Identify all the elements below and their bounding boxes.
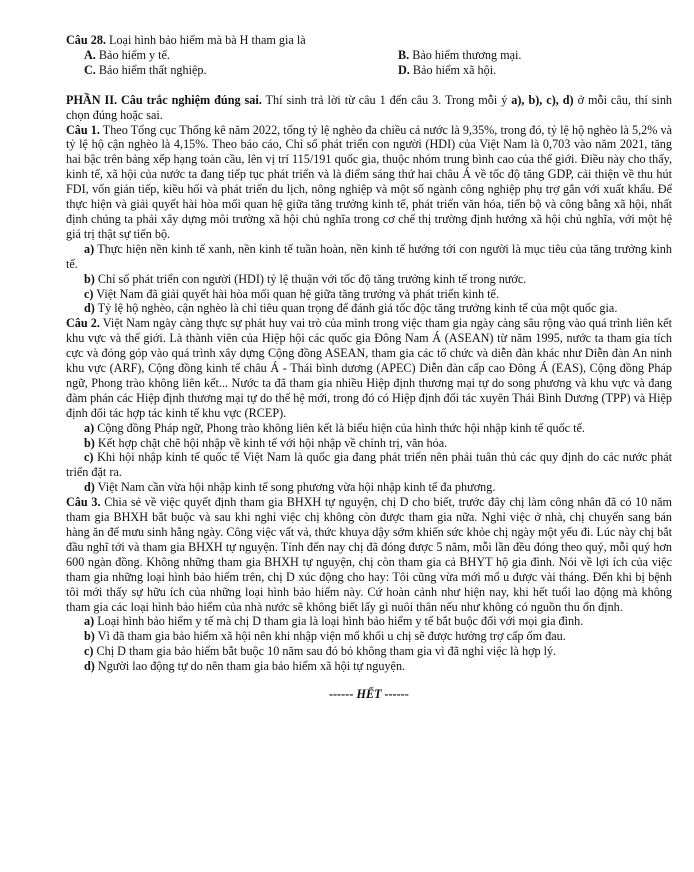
option-text: Bảo hiểm thương mại. <box>409 47 522 62</box>
statement-3b <box>66 629 672 644</box>
end-mark: ------ HẾT ------ <box>329 687 409 702</box>
statement-key: a) <box>84 614 95 629</box>
answer-options <box>84 48 672 78</box>
part-2-heading <box>66 93 672 123</box>
question-text: Theo Tổng cục Thống kê năm 2022, tổng tỷ lệ nghèo đa chiều cả nước là 9,35%, trong đó, tỷ lệ hộ nghèo là 5,2% và tỷ lệ hộ cận nghèo là 4,15%. Theo báo cáo, Chỉ số phát triển con người (HDI) của Việt Nam là 0,703 vào năm 2021, tăng hai bậc trên bảng xếp hạng toàn cầu, lên vị trí 115/191 quốc gia, thuộc nhóm trung bình cao của thế giới. Điều này cho thấy, kinh tế, xã hội của nước ta đang tiếp tục phát triển và là điểm sáng thứ hai châu Á về tốc độ tăng GDP, cải thiện về thu hút FDI, vốn gián tiếp, kiều hối và phát triển du lịch, nông nghiệp và một số ngành công nghiệp phụ trợ gắn với xuất khẩu. Để thực hiện và giải quyết hài hòa mối quan hệ giữa tăng trưởng kinh tế, phát triển văn hóa, tiến bộ và công bằng xã hội, nhất định chúng ta phải xây dựng môi trường xã hội chủ nghĩa trong cơ chế thị trường định hướng xã hội chủ nghĩa, với một hệ giá trị thật sự tiến bộ. <box>66 122 672 241</box>
option-key: B. <box>398 47 410 62</box>
option-b <box>398 48 672 63</box>
statement-1b <box>66 272 672 287</box>
question-3 <box>66 495 672 614</box>
section-instructions: Thí sinh trả lời từ câu 1 đến câu 3. Trong mỗi ý <box>261 92 512 107</box>
question-text: Loại hình bảo hiểm mà bà H tham gia là <box>105 33 306 47</box>
section-instructions-end: ở mỗi câu, thí sinh chọn đúng hoặc sai. <box>66 92 673 122</box>
option-key: C. <box>84 62 96 77</box>
question-number: Câu 28. <box>66 33 106 47</box>
question-text: Chia sẻ về việc quyết định tham gia BHXH tự nguyện, chị D cho biết, trước đây chị làm công nhân đã có 10 năm tham gia BHXH bắt buộc và sau khi nghỉ việc chị không còn được tham gia nữa. Nghỉ việc ở nhà, chị chuyển sang bán hàng ăn để mưu sinh hằng ngày. Công việc vất vả, thức khuya dậy sớm khiến sức khỏe chị ngày một yếu đi. Lúc này chị bắt đầu nghĩ tới và tham gia BHXH tự nguyện. Tính đến nay chị đã đóng được 5 năm, mỗi lần đều đóng theo quý, mỗi quý hơn 600 ngàn đồng. Không những tham gia BHXH tự nguyện, chị còn tham gia cả BHYT hộ gia đình. Nói về lợi ích của việc tham gia những loại hình bảo hiểm trên, chị D xúc động cho hay: Tôi cũng vừa mới mổ u được vài tháng. Đến khi bị bệnh tôi mới thấy sự hữu ích của những loại hình bảo hiểm này. Cứ hoàn cảnh như hiện nay, khi hết tuổi lao động mà không tham gia các loại hình bảo hiểm của nhà nước sẽ không biết lấy gì nuôi thân nếu như không có nguồn thu ổn định. <box>66 495 672 614</box>
statement-1a <box>66 242 672 272</box>
statement-3c <box>66 644 672 659</box>
statement-key: a) <box>84 241 95 256</box>
statement-key: d) <box>84 480 95 495</box>
option-key: A. <box>84 47 96 62</box>
statement-key: b) <box>84 271 95 286</box>
statement-key: c) <box>84 450 94 465</box>
option-text: Bảo hiểm thất nghiệp. <box>95 62 207 77</box>
statement-3d <box>66 659 672 674</box>
question-number: Câu 3. <box>66 495 101 510</box>
statement-text: Vì đã tham gia bảo hiểm xã hội nên khi nhập viện mổ khối u chị sẽ được hưởng trợ cấp ốm đau. <box>94 629 566 644</box>
question-number: Câu 2. <box>66 316 100 331</box>
statement-key: c) <box>84 644 94 659</box>
statement-2d <box>66 480 672 495</box>
question-text: Việt Nam ngày càng thực sự phát huy vai trò của mình trong việc tham gia ngày càng sâu rộng vào quá trình liên kết khu vực và thế giới. Là thành viên của Hiệp hội các quốc gia Đông Nam Á (ASEAN) từ năm 1995, nước ta tham gia tích cực và đóng góp vào quá trình xây dựng Cộng đồng ASEAN, tham gia các tổ chức và diễn đàn khác như Diễn đàn An ninh khu vực (ARF), Cộng đồng kinh tế châu Á - Thái bình dương (APEC) Diễn đàn cấp cao Đông Á (EAS), Cộng đồng Pháp ngữ, Phong trào không liên kết... Nước ta đã tham gia nhiều Hiệp định thương mại tự do song phương và khu vực và đang đàm phán các Hiệp định thương mại tự do thế hệ mới, trong đó có Hiệp định đối tác xuyên Thái Bình Dương (TPP) và Hiệp định đối tác hợp tác kinh tế khu vực (RCEP). <box>66 316 672 420</box>
question-28 <box>66 33 672 48</box>
statement-key: c) <box>84 286 94 301</box>
statement-text: Loại hình bảo hiểm y tế mà chị D tham gia là loại hình bảo hiểm y tế bắt buộc đối với mọi gia đình. <box>94 614 584 629</box>
question-1 <box>66 123 672 242</box>
statement-text: Việt Nam cần vừa hội nhập kinh tế song phương vừa hội nhập kinh tế đa phương. <box>94 480 496 495</box>
section-title: PHẦN II. Câu trắc nghiệm đúng sai. <box>66 92 262 107</box>
statement-key: d) <box>84 659 95 674</box>
question-number: Câu 1. <box>66 122 100 137</box>
question-2 <box>66 316 672 420</box>
statement-text: Người lao động tự do nên tham gia bảo hiểm xã hội tự nguyện. <box>94 659 406 674</box>
statement-text: Chị D tham gia bảo hiểm bắt buộc 10 năm sau đó bỏ không tham gia vì đã nghỉ việc là hợp lý. <box>93 644 557 659</box>
option-text: Bảo hiểm xã hội. <box>409 62 497 77</box>
option-key: D. <box>398 62 410 77</box>
statement-text: Khi hội nhập kinh tế quốc tế Việt Nam là quốc gia đang phát triển nên phải tuân thủ các quy định do các nước phát triển đặt ra. <box>66 450 672 480</box>
option-c <box>84 63 398 78</box>
statement-text: Tỷ lệ hộ nghèo, cận nghèo là chỉ tiêu quan trọng để đánh giá tốc độc tăng trưởng kinh tế của một quốc gia. <box>94 301 618 316</box>
statement-key: a) <box>84 420 95 435</box>
statement-text: Kết hợp chặt chẽ hội nhập về kinh tế với hội nhập về chính trị, văn hóa. <box>94 435 448 450</box>
statement-2a <box>66 421 672 436</box>
statement-key: d) <box>84 301 95 316</box>
statement-2b <box>66 436 672 451</box>
statement-1d <box>66 301 672 316</box>
statement-text: Chỉ số phát triển con người (HDI) tỷ lệ thuận với tốc độ tăng trưởng kinh tế trong nước. <box>94 271 527 286</box>
statement-marks: a), b), c), d) <box>511 92 574 107</box>
statement-text: Việt Nam đã giải quyết hài hòa mối quan hệ giữa tăng trưởng và phát triển kinh tế. <box>93 286 500 301</box>
statement-1c <box>66 287 672 302</box>
statement-text: Thực hiện nền kinh tế xanh, nền kinh tế tuần hoàn, nền kinh tế hướng tới con người là mục tiêu của tăng trưởng kinh tế. <box>66 241 672 271</box>
option-d <box>398 63 672 78</box>
option-a <box>84 48 398 63</box>
statement-key: b) <box>84 435 95 450</box>
option-text: Bảo hiểm y tế. <box>95 47 170 62</box>
statement-key: b) <box>84 629 95 644</box>
statement-3a <box>66 614 672 629</box>
statement-2c <box>66 450 672 480</box>
statement-text: Cộng đồng Pháp ngữ, Phong trào không liên kết là biểu hiện của hình thức hội nhập kinh tế quốc tế. <box>94 420 585 435</box>
